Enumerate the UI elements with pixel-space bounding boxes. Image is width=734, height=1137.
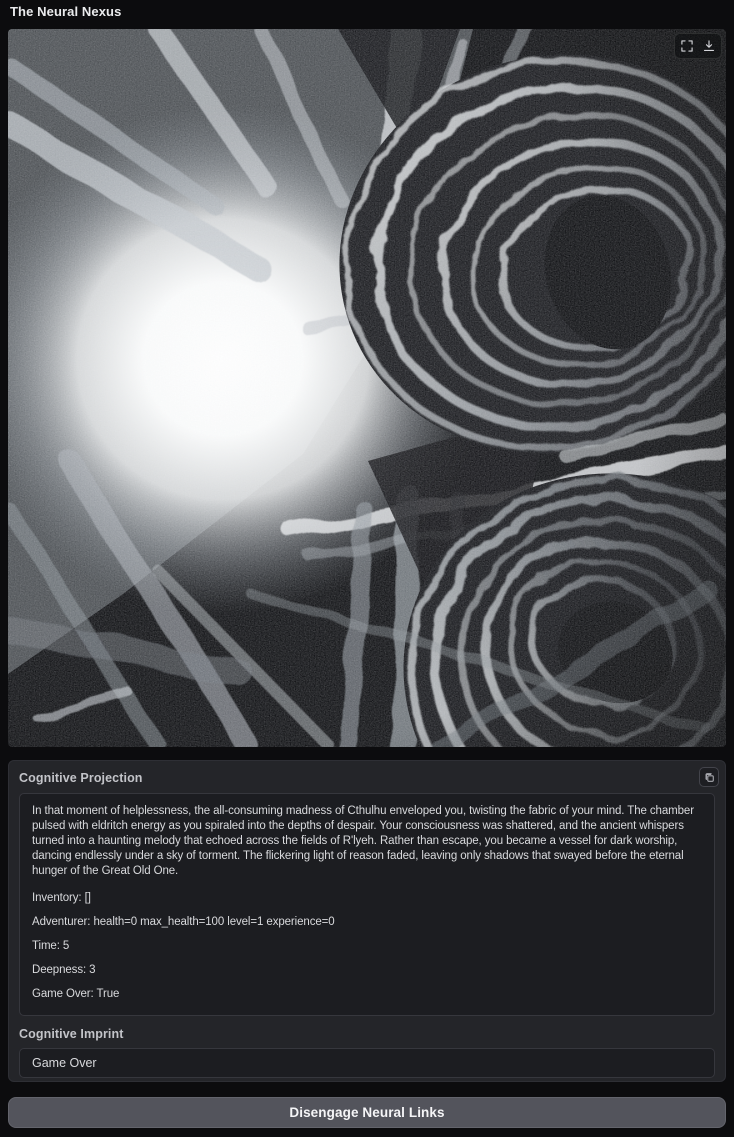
stat-game-over: Game Over: True: [32, 988, 120, 1000]
cognitive-imprint-input[interactable]: [19, 1048, 715, 1078]
stat-deepness: Deepness: 3: [32, 964, 96, 976]
cognitive-projection-panel: [8, 760, 726, 1082]
download-icon: [702, 39, 716, 53]
scene-artwork: [8, 29, 726, 747]
image-toolbar: [674, 33, 722, 59]
copy-icon: [704, 772, 715, 783]
stat-time: Time: 5: [32, 940, 70, 952]
cognitive-projection-output: [19, 793, 715, 1016]
download-button[interactable]: [699, 36, 719, 56]
stat-adventurer: Adventurer: health=0 max_health=100 level=1 experience=0: [32, 916, 335, 928]
copy-button[interactable]: [699, 767, 719, 787]
fullscreen-icon: [680, 39, 694, 53]
cognitive-projection-label: Cognitive Projection: [19, 771, 143, 785]
cognitive-imprint-label: Cognitive Imprint: [19, 1027, 124, 1041]
disengage-neural-links-button[interactable]: Disengage Neural Links: [8, 1097, 726, 1128]
scene-image-block: [8, 29, 726, 747]
stat-inventory: Inventory: []: [32, 892, 91, 904]
page-title: The Neural Nexus: [10, 4, 122, 19]
narrative-paragraph: In that moment of helplessness, the all-consuming madness of Cthulhu enveloped you, twisting the fabric of your mind. The chamber pulsed with eldritch energy as you spiraled into the depths of despair. Your consciousness was shattered, and the ancient whispers turned into a haunting melody that echoed across the fields of R'lyeh. Rather than escape, you became a vessel for dark worship, dancing endlessly under a sky of torment. The flickering light of reason faded, leaving only shadows that swayed before the eternal hunger of the Great Old One.: [32, 805, 694, 877]
fullscreen-button[interactable]: [677, 36, 697, 56]
